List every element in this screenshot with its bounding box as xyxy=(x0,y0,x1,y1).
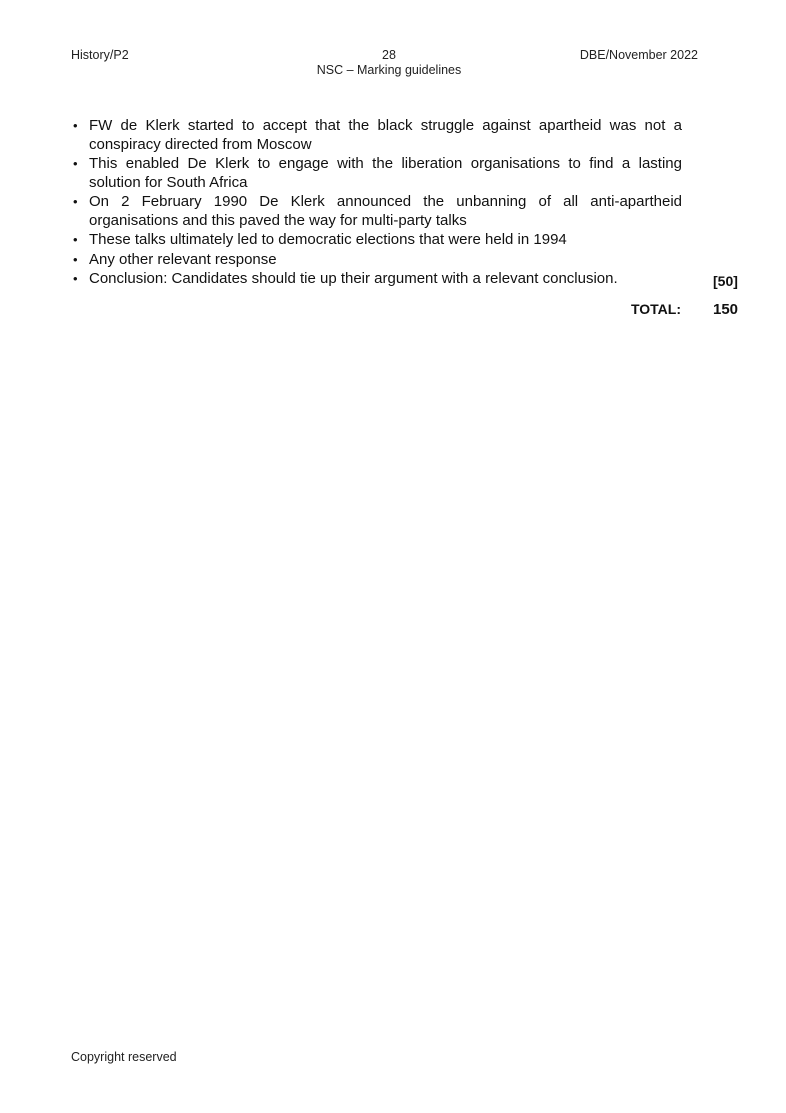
footer-copyright: Copyright reserved xyxy=(71,1050,177,1064)
header-subject: History/P2 xyxy=(71,48,129,62)
total-value: 150 xyxy=(713,301,739,318)
list-item: • Conclusion: Candidates should tie up their argument with a relevant conclusion. xyxy=(73,270,618,287)
list-item: • These talks ultimately led to democratic elections that were held in 1994 xyxy=(73,231,567,248)
header-exam-session: DBE/November 2022 xyxy=(579,48,698,62)
bullet-icon: • xyxy=(73,156,78,171)
page-number: 28 xyxy=(382,48,396,62)
list-item: • On 2 February 1990 De Klerk announced the unbanning of all anti-apartheid organisations and this paved the way for multi-party talks xyxy=(73,193,682,229)
list-item: • This enabled De Klerk to engage with the liberation organisations to find a lasting solution for South Africa xyxy=(73,155,682,191)
bullet-icon: • xyxy=(73,232,78,247)
bullet-icon: • xyxy=(73,194,78,209)
bullet-icon: • xyxy=(73,251,78,267)
header-subtitle: NSC – Marking guidelines xyxy=(316,63,462,77)
list-item: • FW de Klerk started to accept that the black struggle against apartheid was not a conspiracy directed from Moscow xyxy=(73,117,682,153)
marking-points-list xyxy=(71,117,682,290)
list-item: • Any other relevant response xyxy=(73,250,277,268)
bullet-icon: • xyxy=(73,118,78,133)
total-label: TOTAL: xyxy=(630,301,681,317)
question-marks: [50] xyxy=(713,273,738,289)
bullet-icon: • xyxy=(73,271,78,286)
